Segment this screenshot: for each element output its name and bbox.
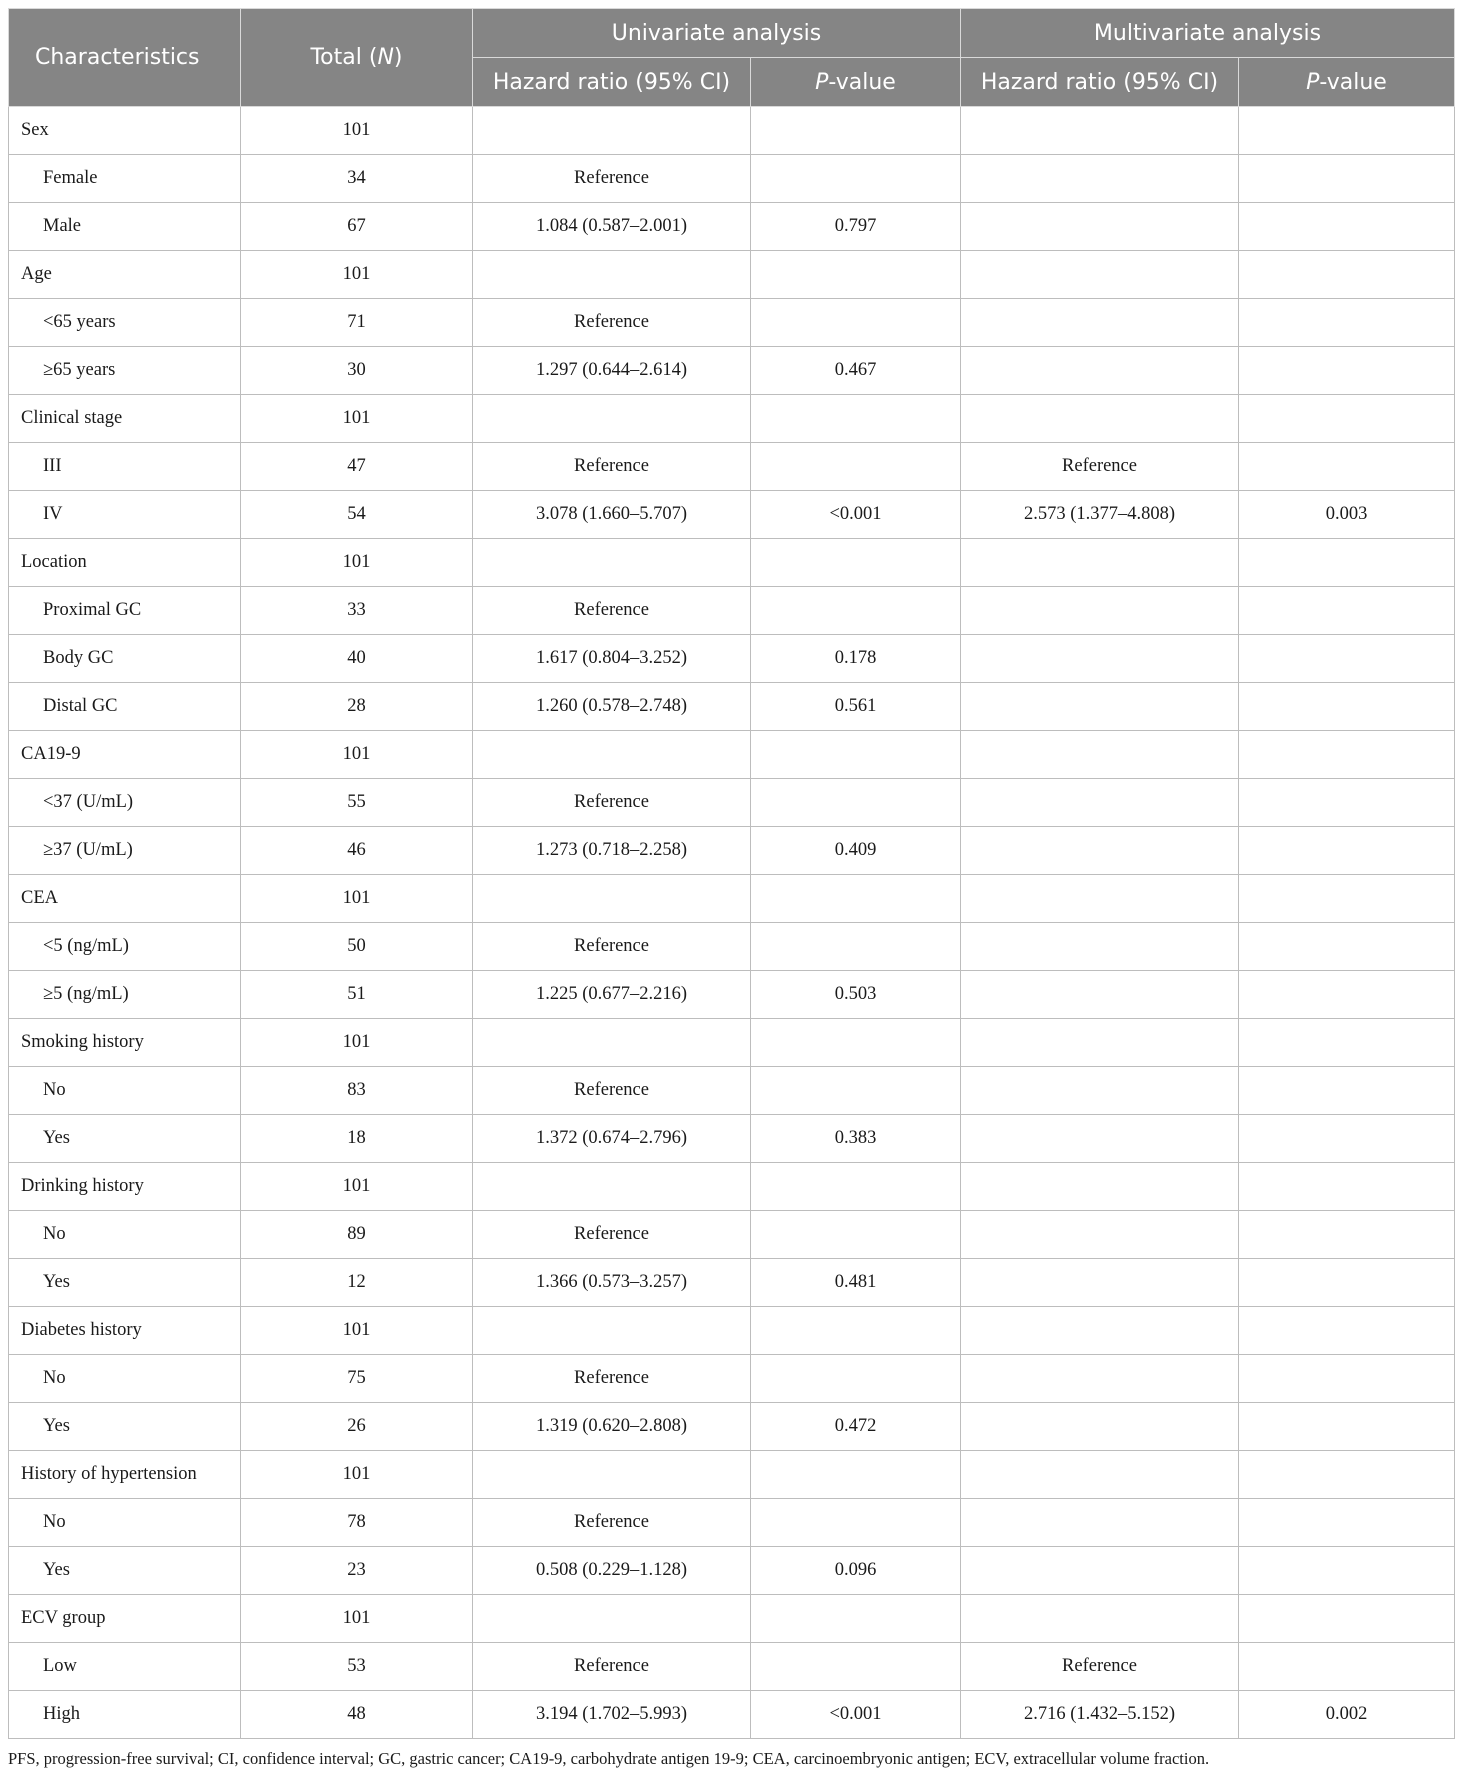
header-univariate: Univariate analysis: [473, 9, 961, 58]
cell-uni-p: [751, 1211, 961, 1259]
table-row: [9, 1307, 1455, 1355]
cell-total: 53: [241, 1643, 473, 1691]
cell-multi-p: [1239, 1451, 1455, 1499]
cell-multi-hr: [961, 1259, 1239, 1307]
cell-characteristic: <37 (U/mL): [9, 779, 241, 827]
table-row: [9, 1691, 1455, 1739]
cell-multi-p: [1239, 1403, 1455, 1451]
cell-multi-hr: [961, 731, 1239, 779]
cell-characteristic: CA19-9: [9, 731, 241, 779]
cell-multi-p: [1239, 635, 1455, 683]
cell-multi-p: [1239, 1499, 1455, 1547]
cell-total: 18: [241, 1115, 473, 1163]
cell-uni-hr: [473, 1595, 751, 1643]
table-row: [9, 155, 1455, 203]
cell-characteristic: ECV group: [9, 1595, 241, 1643]
table-row: [9, 683, 1455, 731]
cell-multi-p: [1239, 1355, 1455, 1403]
cell-uni-hr: Reference: [473, 1355, 751, 1403]
cell-uni-hr: [473, 1307, 751, 1355]
cell-multi-p: [1239, 1547, 1455, 1595]
table-row: [9, 1019, 1455, 1067]
table-row: [9, 971, 1455, 1019]
cell-multi-p: [1239, 683, 1455, 731]
cell-multi-p: [1239, 971, 1455, 1019]
cell-characteristic: Yes: [9, 1259, 241, 1307]
cell-uni-hr: [473, 1163, 751, 1211]
table-row: [9, 1595, 1455, 1643]
cell-uni-p: [751, 1067, 961, 1115]
cell-multi-p: [1239, 539, 1455, 587]
cell-uni-hr: Reference: [473, 779, 751, 827]
cell-uni-hr: 1.617 (0.804–3.252): [473, 635, 751, 683]
cell-characteristic: Yes: [9, 1115, 241, 1163]
cell-total: 101: [241, 539, 473, 587]
cell-multi-p: [1239, 251, 1455, 299]
cell-characteristic: No: [9, 1067, 241, 1115]
table-container: [8, 8, 1454, 1769]
cell-multi-hr: [961, 155, 1239, 203]
table-row: [9, 587, 1455, 635]
cell-multi-hr: [961, 875, 1239, 923]
cell-total: 101: [241, 1451, 473, 1499]
cell-multi-p: [1239, 1067, 1455, 1115]
cell-characteristic: III: [9, 443, 241, 491]
table-row: [9, 827, 1455, 875]
cell-multi-hr: [961, 635, 1239, 683]
cell-uni-p: 0.481: [751, 1259, 961, 1307]
cell-uni-p: [751, 1355, 961, 1403]
cell-multi-hr: [961, 779, 1239, 827]
table-row: [9, 539, 1455, 587]
header-total-suffix: ): [393, 45, 403, 70]
cell-uni-p: [751, 539, 961, 587]
cell-uni-hr: 1.225 (0.677–2.216): [473, 971, 751, 1019]
cell-uni-hr: Reference: [473, 1643, 751, 1691]
cell-total: 75: [241, 1355, 473, 1403]
cell-uni-p: 0.503: [751, 971, 961, 1019]
cell-uni-hr: 0.508 (0.229–1.128): [473, 1547, 751, 1595]
cell-multi-hr: [961, 1307, 1239, 1355]
header-total-prefix: Total (: [310, 45, 378, 70]
cell-uni-p: [751, 587, 961, 635]
cell-characteristic: High: [9, 1691, 241, 1739]
cell-uni-hr: [473, 731, 751, 779]
cell-total: 30: [241, 347, 473, 395]
cell-uni-p: [751, 1019, 961, 1067]
header-uni-p-value: [751, 58, 961, 107]
cell-characteristic: Low: [9, 1643, 241, 1691]
cell-total: 101: [241, 251, 473, 299]
cell-uni-p: [751, 107, 961, 155]
cell-uni-p: [751, 923, 961, 971]
table-row: [9, 1547, 1455, 1595]
cell-multi-hr: [961, 203, 1239, 251]
cell-multi-hr: [961, 107, 1239, 155]
cell-uni-hr: 1.084 (0.587–2.001): [473, 203, 751, 251]
cell-uni-hr: Reference: [473, 587, 751, 635]
header-uni-p-italic: P: [815, 69, 829, 95]
cell-total: 101: [241, 1163, 473, 1211]
table-row: [9, 731, 1455, 779]
cell-uni-hr: 3.078 (1.660–5.707): [473, 491, 751, 539]
cell-multi-hr: [961, 923, 1239, 971]
cell-uni-p: <0.001: [751, 1691, 961, 1739]
table-row: [9, 779, 1455, 827]
cell-total: 101: [241, 1595, 473, 1643]
cell-uni-hr: Reference: [473, 1211, 751, 1259]
cell-characteristic: No: [9, 1211, 241, 1259]
cell-multi-p: [1239, 923, 1455, 971]
cell-multi-p: [1239, 1307, 1455, 1355]
cell-uni-p: 0.797: [751, 203, 961, 251]
cell-characteristic: Clinical stage: [9, 395, 241, 443]
cell-multi-p: [1239, 1643, 1455, 1691]
cell-uni-hr: 1.260 (0.578–2.748): [473, 683, 751, 731]
cell-characteristic: <65 years: [9, 299, 241, 347]
cell-multi-hr: [961, 1211, 1239, 1259]
table-row: [9, 635, 1455, 683]
cell-multi-p: [1239, 1019, 1455, 1067]
table-row: [9, 1403, 1455, 1451]
table-row: [9, 1451, 1455, 1499]
cell-multi-p: [1239, 155, 1455, 203]
table-row: [9, 1355, 1455, 1403]
header-total-n: N: [377, 45, 394, 70]
cell-uni-hr: [473, 1019, 751, 1067]
cell-multi-hr: [961, 251, 1239, 299]
cell-characteristic: ≥5 (ng/mL): [9, 971, 241, 1019]
cell-multi-hr: [961, 683, 1239, 731]
cell-uni-p: [751, 1595, 961, 1643]
cell-multi-hr: [961, 971, 1239, 1019]
cell-total: 33: [241, 587, 473, 635]
cell-total: 23: [241, 1547, 473, 1595]
cell-total: 101: [241, 875, 473, 923]
cell-multi-hr: [961, 539, 1239, 587]
cell-total: 101: [241, 1019, 473, 1067]
cell-multi-hr: [961, 1403, 1239, 1451]
table-row: [9, 299, 1455, 347]
cell-uni-p: [751, 251, 961, 299]
cell-multi-p: [1239, 779, 1455, 827]
cell-uni-hr: 1.297 (0.644–2.614): [473, 347, 751, 395]
cell-characteristic: Distal GC: [9, 683, 241, 731]
cell-uni-hr: Reference: [473, 443, 751, 491]
table-row: [9, 1259, 1455, 1307]
cell-total: 67: [241, 203, 473, 251]
cell-multi-p: 0.002: [1239, 1691, 1455, 1739]
table-row: [9, 1163, 1455, 1211]
table-body: [9, 107, 1455, 1739]
cell-uni-p: [751, 1499, 961, 1547]
cell-multi-hr: [961, 1019, 1239, 1067]
cell-uni-hr: Reference: [473, 299, 751, 347]
cell-uni-hr: 1.372 (0.674–2.796): [473, 1115, 751, 1163]
cell-total: 71: [241, 299, 473, 347]
cell-total: 101: [241, 395, 473, 443]
cell-multi-p: [1239, 827, 1455, 875]
cell-uni-p: [751, 779, 961, 827]
cell-uni-hr: Reference: [473, 1067, 751, 1115]
cell-multi-p: [1239, 1115, 1455, 1163]
cell-multi-p: [1239, 443, 1455, 491]
cell-uni-hr: [473, 107, 751, 155]
cell-uni-p: 0.096: [751, 1547, 961, 1595]
cell-multi-hr: [961, 1451, 1239, 1499]
cell-multi-hr: [961, 1163, 1239, 1211]
cell-uni-p: 0.561: [751, 683, 961, 731]
cell-multi-p: [1239, 875, 1455, 923]
cell-multi-hr: [961, 587, 1239, 635]
header-uni-p-rest: -value: [828, 69, 896, 95]
cell-total: 47: [241, 443, 473, 491]
cell-multi-p: [1239, 347, 1455, 395]
cell-characteristic: Yes: [9, 1547, 241, 1595]
cell-characteristic: Yes: [9, 1403, 241, 1451]
cell-multi-hr: [961, 299, 1239, 347]
cell-uni-p: [751, 1643, 961, 1691]
cell-multi-hr: Reference: [961, 1643, 1239, 1691]
cell-uni-hr: [473, 251, 751, 299]
cell-multi-p: [1239, 1259, 1455, 1307]
cell-total: 78: [241, 1499, 473, 1547]
cell-uni-p: 0.178: [751, 635, 961, 683]
cox-regression-table: [8, 8, 1455, 1739]
cell-characteristic: Smoking history: [9, 1019, 241, 1067]
cell-uni-hr: [473, 875, 751, 923]
cell-characteristic: No: [9, 1355, 241, 1403]
cell-multi-hr: [961, 1595, 1239, 1643]
cell-multi-hr: [961, 395, 1239, 443]
table-row: [9, 203, 1455, 251]
cell-total: 28: [241, 683, 473, 731]
cell-multi-hr: Reference: [961, 443, 1239, 491]
cell-uni-p: [751, 299, 961, 347]
header-multi-p-italic: P: [1306, 69, 1320, 95]
cell-total: 46: [241, 827, 473, 875]
cell-uni-p: [751, 443, 961, 491]
table-row: [9, 395, 1455, 443]
cell-uni-p: <0.001: [751, 491, 961, 539]
cell-uni-hr: [473, 539, 751, 587]
cell-total: 34: [241, 155, 473, 203]
table-row: [9, 491, 1455, 539]
cell-total: 83: [241, 1067, 473, 1115]
cell-characteristic: Location: [9, 539, 241, 587]
cell-uni-hr: [473, 1451, 751, 1499]
table-row: [9, 443, 1455, 491]
cell-characteristic: Sex: [9, 107, 241, 155]
table-row: [9, 1211, 1455, 1259]
cell-uni-p: [751, 1307, 961, 1355]
cell-characteristic: Drinking history: [9, 1163, 241, 1211]
cell-multi-p: [1239, 731, 1455, 779]
header-uni-hazard-ratio: Hazard ratio (95% CI): [473, 58, 751, 107]
table-row: [9, 1499, 1455, 1547]
cell-characteristic: ≥37 (U/mL): [9, 827, 241, 875]
cell-multi-hr: 2.716 (1.432–5.152): [961, 1691, 1239, 1739]
cell-uni-hr: 1.366 (0.573–3.257): [473, 1259, 751, 1307]
cell-multi-p: [1239, 1211, 1455, 1259]
cell-total: 101: [241, 1307, 473, 1355]
cell-multi-p: [1239, 587, 1455, 635]
cell-multi-p: [1239, 203, 1455, 251]
cell-uni-p: 0.383: [751, 1115, 961, 1163]
cell-characteristic: Age: [9, 251, 241, 299]
table-row: [9, 1067, 1455, 1115]
header-characteristics: Characteristics: [9, 9, 241, 107]
table-row: [9, 251, 1455, 299]
cell-characteristic: Diabetes history: [9, 1307, 241, 1355]
cell-multi-hr: [961, 347, 1239, 395]
cell-total: 40: [241, 635, 473, 683]
cell-multi-hr: [961, 1067, 1239, 1115]
table-footnote: PFS, progression-free survival; CI, confidence interval; GC, gastric cancer; CA19-9, carbohydrate antigen 19-9; CEA, carcinoembryonic antigen; ECV, extracellular volume fraction.: [8, 1749, 1210, 1768]
table-row: [9, 107, 1455, 155]
header-multi-p-rest: -value: [1319, 69, 1387, 95]
cell-uni-hr: Reference: [473, 155, 751, 203]
cell-uni-p: 0.467: [751, 347, 961, 395]
cell-multi-hr: [961, 1355, 1239, 1403]
cell-total: 89: [241, 1211, 473, 1259]
cell-total: 48: [241, 1691, 473, 1739]
table-row: [9, 347, 1455, 395]
cell-total: 101: [241, 107, 473, 155]
cell-uni-p: [751, 395, 961, 443]
header-multi-p-value: [1239, 58, 1455, 107]
cell-uni-p: [751, 1163, 961, 1211]
cell-characteristic: History of hypertension: [9, 1451, 241, 1499]
cell-total: 54: [241, 491, 473, 539]
cell-total: 12: [241, 1259, 473, 1307]
table-row: [9, 875, 1455, 923]
cell-multi-hr: [961, 1115, 1239, 1163]
cell-multi-hr: [961, 827, 1239, 875]
cell-uni-p: [751, 155, 961, 203]
header-total: [241, 9, 473, 107]
table-row: [9, 1115, 1455, 1163]
table-row: [9, 923, 1455, 971]
cell-uni-hr: Reference: [473, 923, 751, 971]
cell-characteristic: IV: [9, 491, 241, 539]
cell-multi-p: 0.003: [1239, 491, 1455, 539]
table-header: [9, 9, 1455, 107]
cell-total: 51: [241, 971, 473, 1019]
cell-total: 101: [241, 731, 473, 779]
cell-multi-p: [1239, 299, 1455, 347]
cell-multi-hr: [961, 1547, 1239, 1595]
cell-characteristic: Male: [9, 203, 241, 251]
cell-uni-hr: 1.319 (0.620–2.808): [473, 1403, 751, 1451]
cell-multi-p: [1239, 1595, 1455, 1643]
cell-uni-p: 0.409: [751, 827, 961, 875]
cell-uni-hr: 1.273 (0.718–2.258): [473, 827, 751, 875]
table-row: [9, 1643, 1455, 1691]
header-multivariate: Multivariate analysis: [961, 9, 1455, 58]
cell-characteristic: ≥65 years: [9, 347, 241, 395]
cell-characteristic: Female: [9, 155, 241, 203]
cell-uni-p: [751, 1451, 961, 1499]
cell-multi-p: [1239, 1163, 1455, 1211]
cell-multi-hr: [961, 1499, 1239, 1547]
cell-uni-hr: 3.194 (1.702–5.993): [473, 1691, 751, 1739]
cell-multi-p: [1239, 107, 1455, 155]
cell-multi-hr: 2.573 (1.377–4.808): [961, 491, 1239, 539]
cell-characteristic: CEA: [9, 875, 241, 923]
cell-uni-hr: [473, 395, 751, 443]
cell-total: 50: [241, 923, 473, 971]
cell-characteristic: Proximal GC: [9, 587, 241, 635]
cell-uni-p: 0.472: [751, 1403, 961, 1451]
cell-uni-hr: Reference: [473, 1499, 751, 1547]
cell-multi-p: [1239, 395, 1455, 443]
header-multi-hazard-ratio: Hazard ratio (95% CI): [961, 58, 1239, 107]
cell-total: 26: [241, 1403, 473, 1451]
cell-total: 55: [241, 779, 473, 827]
cell-characteristic: Body GC: [9, 635, 241, 683]
cell-characteristic: <5 (ng/mL): [9, 923, 241, 971]
cell-uni-p: [751, 875, 961, 923]
cell-characteristic: No: [9, 1499, 241, 1547]
cell-uni-p: [751, 731, 961, 779]
